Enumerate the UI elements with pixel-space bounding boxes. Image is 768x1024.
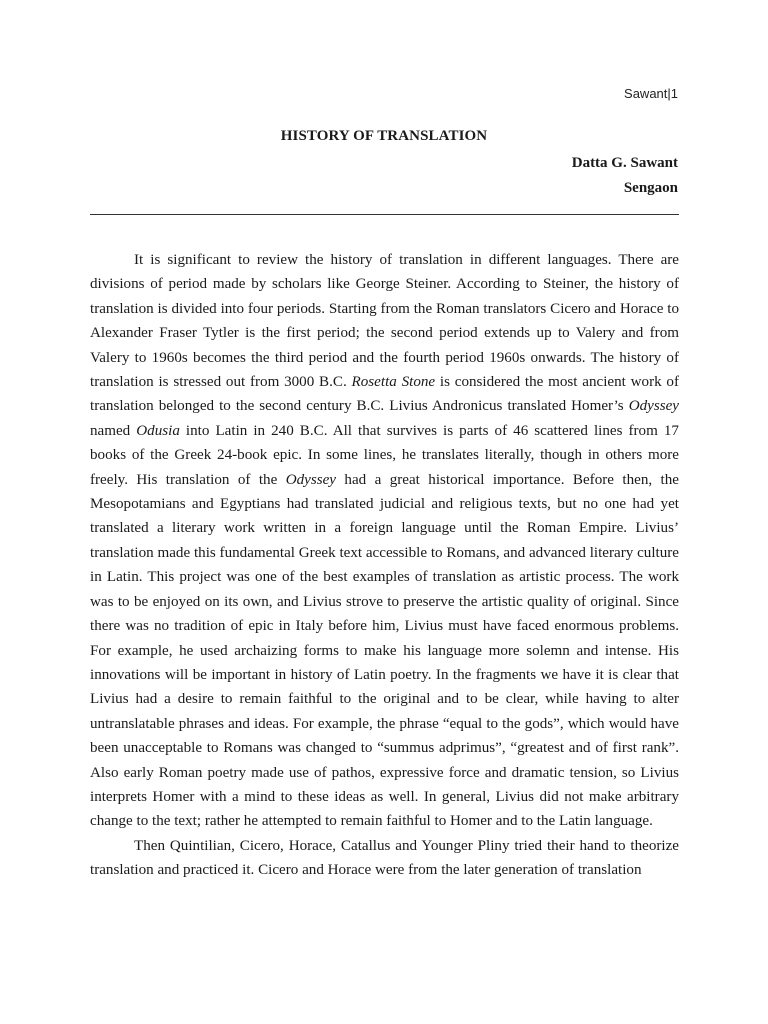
italic-title: Odyssey bbox=[285, 471, 336, 488]
body-text bbox=[90, 248, 679, 883]
author-name: Datta G. Sawant bbox=[571, 155, 678, 171]
paragraph-text: named bbox=[90, 422, 137, 439]
paragraph-text: is considered the most ancient work of translation belonged to the second century B.C. Livius Andronicus translated Homer’s bbox=[90, 374, 679, 415]
italic-title: Odusia bbox=[136, 422, 180, 439]
document-title: HISTORY OF TRANSLATION bbox=[280, 128, 488, 144]
paragraph-1 bbox=[90, 248, 679, 834]
horizontal-rule bbox=[90, 214, 679, 215]
author-block bbox=[572, 151, 678, 201]
italic-title: Rosetta Stone bbox=[351, 374, 436, 391]
paragraph-text: It is significant to review the history of translation in different languages. There are divisions of period made by scholars like George Steiner. According to Steiner, the history of translation is divided into four periods. Starting from the Roman translators Cicero and Horace to Alexander Fraser Tytler is the first period; the second period extends up to Valery and from Valery to 1960s becomes the third period and the fourth period 1960s onwards. The history of translation is stressed out from 3000 B.C. bbox=[90, 252, 679, 391]
author-location: Sengaon bbox=[623, 180, 678, 196]
paragraph-text: into Latin in 240 B.C. All that survives is parts of 46 scattered lines from 17 books of the Greek 24-book epic. In some lines, he translates literally, though in others more freely. His translation of the bbox=[90, 422, 679, 488]
paragraph-text: Then Quintilian, Cicero, Horace, Catallus and Younger Pliny tried their hand to theorize translation and practiced it. Cicero and Horace were from the later generation of translation bbox=[90, 837, 679, 879]
italic-title: Odyssey bbox=[628, 398, 679, 415]
page-number-header: Sawant|1 bbox=[624, 86, 678, 101]
paragraph-2 bbox=[90, 834, 679, 883]
paragraph-text: had a great historical importance. Before then, the Mesopotamians and Egyptians had translated judicial and religious texts, but no one had yet translated a literary work written in a foreign language until the Roman Empire. Livius’ translation made this fundamental Greek text accessible to Romans, and advanced literary culture in Latin. This project was one of the best examples of translation as artistic process. The work was to be enjoyed on its own, and Livius strove to preserve the artistic quality of original. Since there was no tradition of epic in Italy before him, Livius must have faced enormous problems. For example, he used archaizing forms to make his language more solemn and intense. His innovations will be important in history of Latin poetry. In the fragments we have it is clear that Livius had a desire to remain faithful to the original and to be clear, while having to alter untranslatable phrases and ideas. For example, the phrase “equal to the gods”, which would have been unacceptable to Romans was changed to “summus adprimus”, “greatest and of first rank”. Also early Roman poetry made use of pathos, expressive force and dramatic tension, so Livius interprets Homer with a mind to these ideas as well. In general, Livius did not make arbitrary change to the text; rather he attempted to remain faithful to Homer and to the Latin language. bbox=[90, 471, 679, 830]
